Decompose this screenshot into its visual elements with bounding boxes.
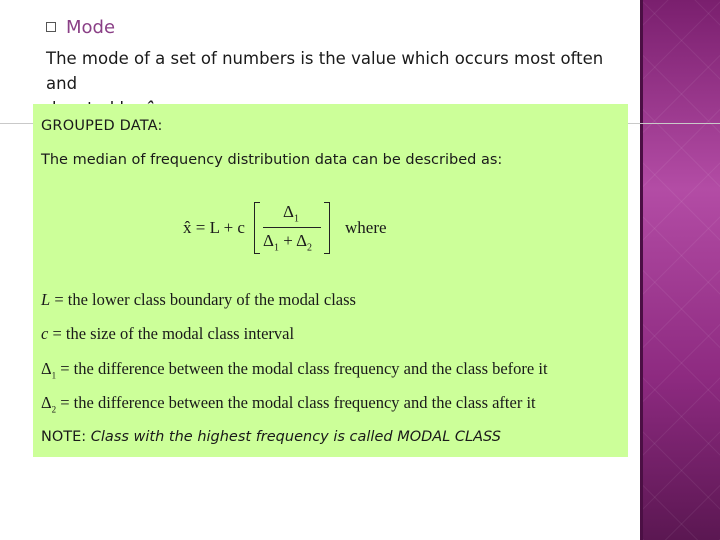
fraction-line [263,227,321,228]
note-text: Class with the highest frequency is called MODAL CLASS [86,429,501,445]
definition-item [41,320,548,354]
formula-left-bracket [254,202,260,254]
grouped-data-heading-colon: : [157,118,163,134]
denominator-sub-a: 1 [273,242,279,254]
denominator-sub-b: 2 [307,242,313,254]
definition-symbol: c [41,324,49,344]
definition-symbol: Δ [41,358,52,378]
square-bullet-icon [46,22,56,32]
mode-formula [183,200,463,262]
grouped-data-heading [41,118,163,134]
definition-sub: 1 [51,369,57,380]
definitions-list [41,286,548,423]
denominator-delta-a: Δ [263,231,274,250]
note-line [41,429,501,445]
numerator-delta: Δ [283,202,294,221]
definition-text: = the size of the modal class interval [48,324,295,344]
median-description: The median of frequency distribution data can be described as: [41,152,503,168]
intro-line-1: The mode of a set of numbers is the value which occurs most often and [46,49,604,93]
formula-denominator [263,231,312,253]
numerator-sub: 1 [293,213,299,225]
definition-text: = the lower class boundary of the modal class [50,290,356,309]
definition-item [41,355,548,389]
denominator-plus-delta: + Δ [278,231,308,250]
grouped-data-heading-text: GROUPED DATA [41,118,158,134]
formula-numerator [283,202,299,224]
definition-item [41,286,548,320]
grouped-data-box [33,104,628,457]
formula-where: where [345,218,387,237]
slide-title-row [46,15,115,39]
definition-symbol: Δ [41,392,52,412]
decorative-side-panel [640,0,720,540]
definition-text: = the difference between the modal class frequency and the class before it [56,358,548,378]
formula-right-bracket [324,202,330,254]
definition-item [41,389,548,423]
formula-lhs: x̂ = L + c [183,218,245,237]
definition-symbol: L [41,290,51,309]
definition-sub: 2 [51,404,57,415]
slide-title: Mode [66,16,116,38]
note-label: NOTE: [41,429,87,445]
definition-text: = the difference between the modal class frequency and the class after it [56,392,536,412]
